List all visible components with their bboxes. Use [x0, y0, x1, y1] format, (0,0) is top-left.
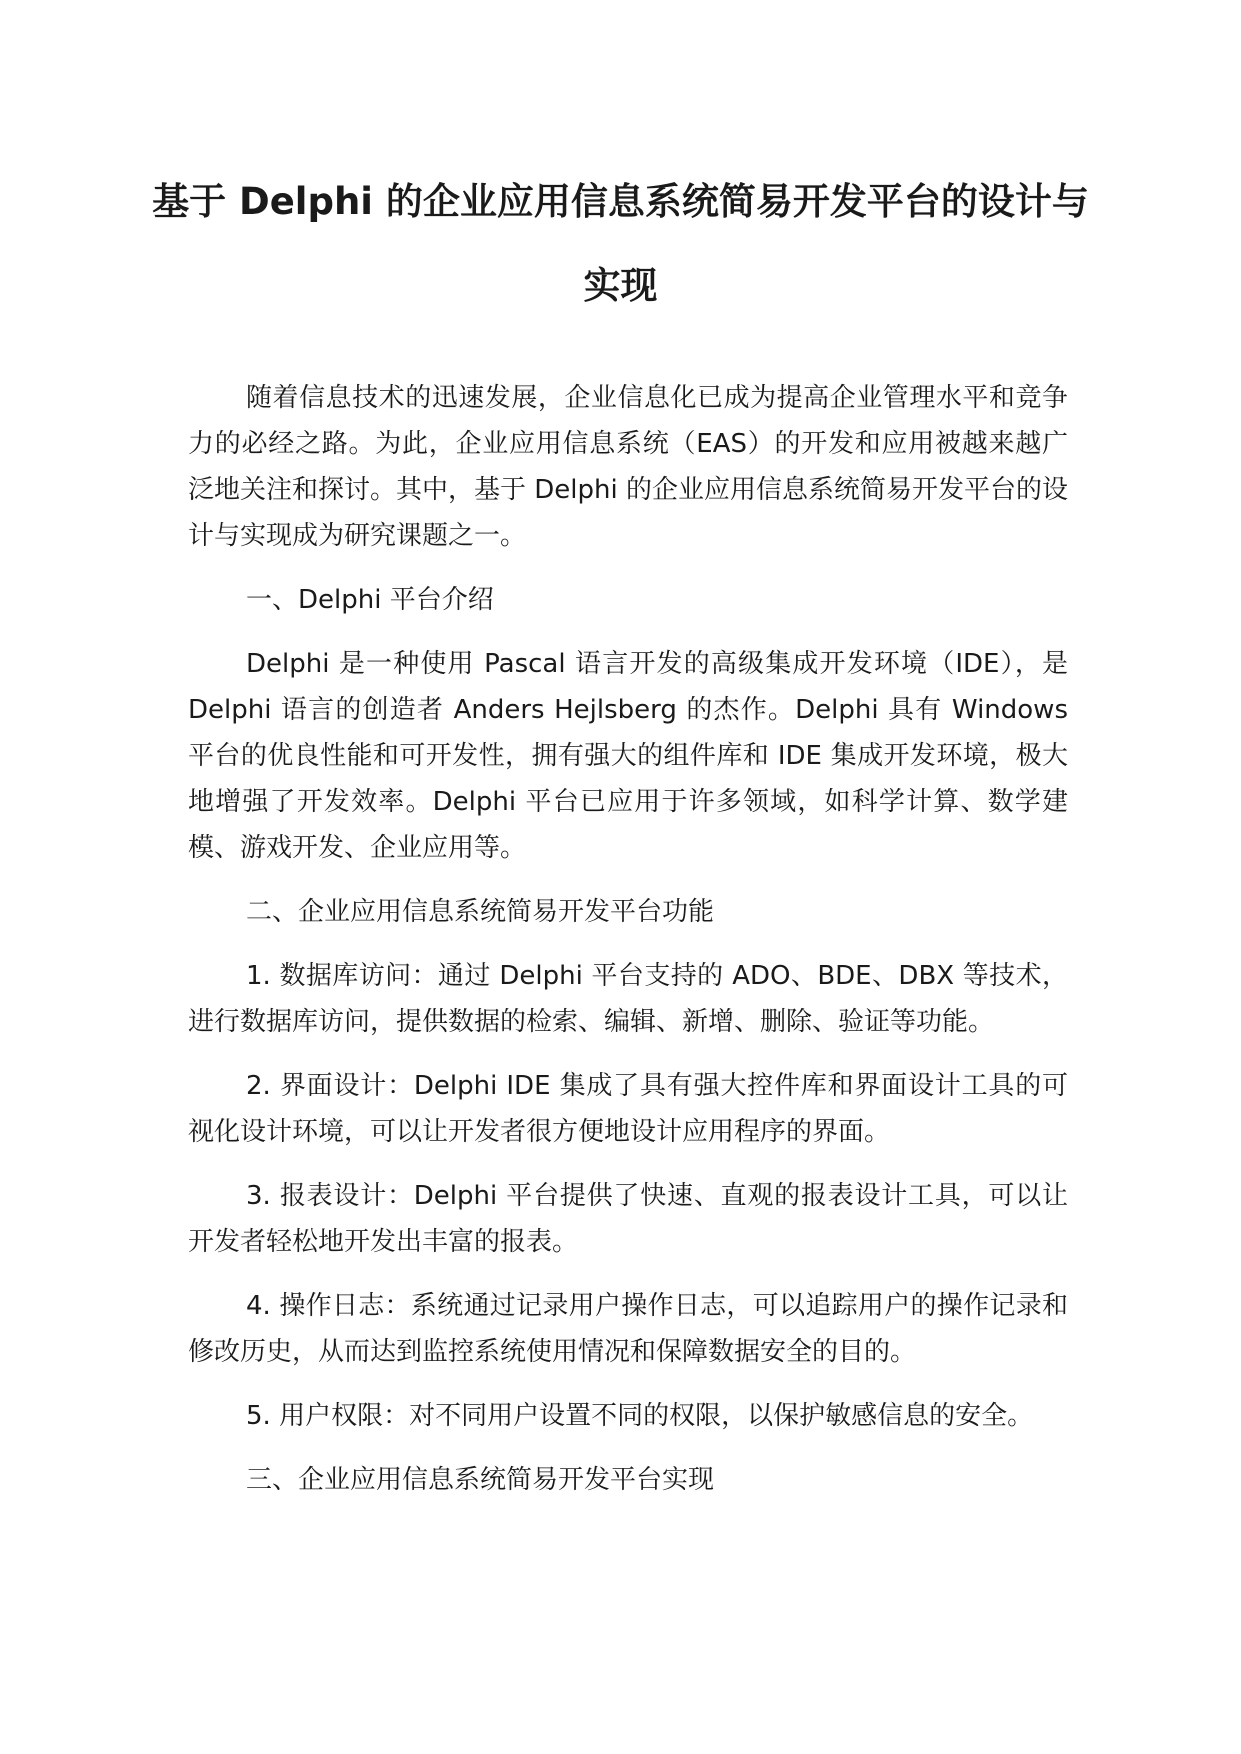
feature-item-user-permission: 5. 用户权限：对不同用户设置不同的权限，以保护敏感信息的安全。: [246, 1401, 1034, 1431]
document-title: 基于 Delphi 的企业应用信息系统简易开发平台的设计与实现: [152, 180, 1089, 307]
delphi-intro-paragraph: Delphi 是一种使用 Pascal 语言开发的高级集成开发环境（IDE），是 Delphi 语言的创造者 Anders Hejlsberg 的杰作。Delphi 具有 Windows 平台的优良性能和可开发性，拥有强大的组件库和 IDE 集成开发环境，极大地增强了开发效率。Delphi 平台已应用于许多领域，如科学计算、数学建模、游戏开发、企业应用等。: [188, 649, 1068, 863]
feature-item-database: 1. 数据库访问：通过 Delphi 平台支持的 ADO、BDE、DBX 等技术，进行数据库访问，提供数据的检索、编辑、新增、删除、验证等功能。: [188, 961, 1068, 1037]
section-heading-3: 三、企业应用信息系统简易开发平台实现: [246, 1465, 715, 1495]
intro-paragraph: 随着信息技术的迅速发展，企业信息化已成为提高企业管理水平和竞争力的必经之路。为此，企业应用信息系统（EAS）的开发和应用被越来越广泛地关注和探讨。其中，基于 Delphi 的企业应用信息系统简易开发平台的设计与实现成为研究课题之一。: [188, 383, 1068, 551]
feature-item-ui-design: 2. 界面设计：Delphi IDE 集成了具有强大控件库和界面设计工具的可视化设计环境，可以让开发者很方便地设计应用程序的界面。: [188, 1071, 1068, 1147]
section-heading-2: 二、企业应用信息系统简易开发平台功能: [246, 897, 715, 927]
section-heading-1: 一、Delphi 平台介绍: [246, 585, 494, 615]
feature-item-report-design: 3. 报表设计：Delphi 平台提供了快速、直观的报表设计工具，可以让开发者轻松地开发出丰富的报表。: [188, 1181, 1068, 1257]
feature-item-operation-log: 4. 操作日志：系统通过记录用户操作日志，可以追踪用户的操作记录和修改历史，从而达到监控系统使用情况和保障数据安全的目的。: [188, 1291, 1068, 1367]
document-body: [188, 375, 1068, 1521]
